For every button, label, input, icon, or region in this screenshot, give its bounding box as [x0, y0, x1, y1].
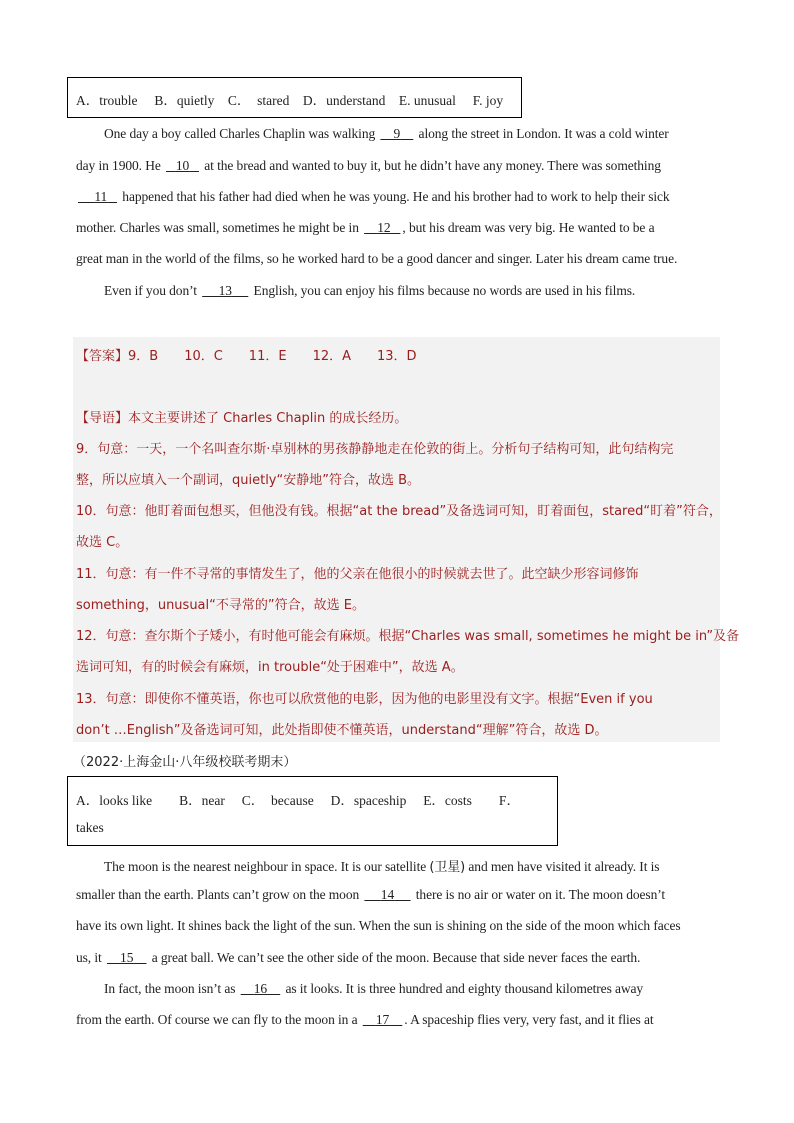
blank-11[interactable]: 11 [94, 189, 108, 204]
explain-10a: 10．句意：他盯着面包想买，但他没有钱。根据“at the bread”及备选词可知，盯着面包，stared“盯着”符合， [76, 504, 722, 519]
explain-10b: 故选 C。 [76, 535, 129, 550]
passage1-line-6: Even if you don’t 13 English, you can enjoy his films because no words are used in his films. [104, 283, 636, 298]
explain-11a: 11．句意：有一件不寻常的事情发生了，他的父亲在他很小的时候就去世了。此空缺少形容词修饰 [76, 567, 639, 582]
explain-12a: 12．句意：查尔斯个子矮小，有时他可能会有麻烦。根据“Charles was small, sometimes he might be in”及备 [76, 629, 740, 644]
blank-10[interactable]: 10 [175, 158, 190, 173]
passage1-line-5: great man in the world of the films, so he worked hard to be a good dancer and singer. Later his dream came true. [76, 251, 678, 266]
passage2-line-1: The moon is the nearest neighbour in space. It is our satellite (卫星) and men have visited it already. It is [104, 859, 660, 875]
explain-9a: 9．句意：一天，一个名叫查尔斯·卓别林的男孩静静地走在伦敦的街上。分析句子结构可知，此句结构完 [76, 442, 674, 457]
explain-9b: 整，所以应填入一个副词，quietly“安静地”符合，故选 B。 [76, 473, 421, 488]
passage1-line-3: 11 happened that his father had died when he was young. He and his brother had to work to help their sick [76, 189, 670, 205]
explain-13a: 13．句意：即使你不懂英语，你也可以欣赏他的电影，因为他的电影里没有文字。根据“Even if you [76, 692, 653, 707]
blank-14[interactable]: 14 [380, 887, 395, 902]
answer-block [73, 337, 720, 742]
blank-16[interactable]: 16 [253, 981, 268, 996]
answer-line: 【答案】9．B 10．C 11．E 12．A 13．D [76, 349, 417, 364]
options-box-2 [67, 776, 558, 846]
passage2-line-3: have its own light. It shines back the light of the sun. When the sun is shining on the side of the moon which faces [76, 918, 681, 933]
options-text-1: A．trouble B．quietly C． stared D．understand E. unusual F. joy [76, 93, 504, 108]
blank-17[interactable]: 17 [375, 1012, 390, 1027]
passage2-line-4: us, it 15 a great ball. We can’t see the other side of the moon. Because that side never faces the earth. [76, 950, 641, 965]
passage2-line-2: smaller than the earth. Plants can’t grow on the moon 14 there is no air or water on it. The moon doesn’t [76, 887, 666, 902]
options-box-1 [67, 77, 522, 118]
blank-13[interactable]: 13 [218, 283, 232, 298]
options-text-2a: A．looks like B．near C． because D．spaceship E．costs F． [76, 793, 520, 808]
guide-line: 【导语】本文主要讲述了 Charles Chaplin 的成长经历。 [76, 411, 408, 426]
passage1-line-4: mother. Charles was small, sometimes he might be in 12 , but his dream was very big. He wanted to be a [76, 220, 655, 235]
passage1-line-2: day in 1900. He 10 at the bread and wanted to buy it, but he didn’t have any money. There was something [76, 158, 661, 173]
explain-12b: 选词可知，有的时候会有麻烦，in trouble“处于困难中”，故选 A。 [76, 660, 464, 675]
options-text-2b: takes [76, 820, 104, 835]
explain-13b: don’t …English”及备选词可知，此处指即使不懂英语，understand“理解”符合，故选 D。 [76, 723, 608, 738]
passage2-line-6: from the earth. Of course we can fly to the moon in a 17 . A spaceship flies very, very fast, and it flies at [76, 1012, 654, 1027]
source-line: （2022·上海金山·八年级校联考期末） [73, 755, 297, 770]
blank-12[interactable]: 12 [377, 220, 391, 235]
blank-15[interactable]: 15 [120, 950, 134, 965]
explain-11b: something，unusual“不寻常的”符合，故选 E。 [76, 598, 365, 613]
passage2-line-5: In fact, the moon isn’t as 16 as it looks. It is three hundred and eighty thousand kilometres away [104, 981, 644, 996]
blank-9[interactable]: 9 [393, 126, 401, 141]
passage1-line-1: One day a boy called Charles Chaplin was walking 9 along the street in London. It was a cold winter [104, 126, 669, 141]
